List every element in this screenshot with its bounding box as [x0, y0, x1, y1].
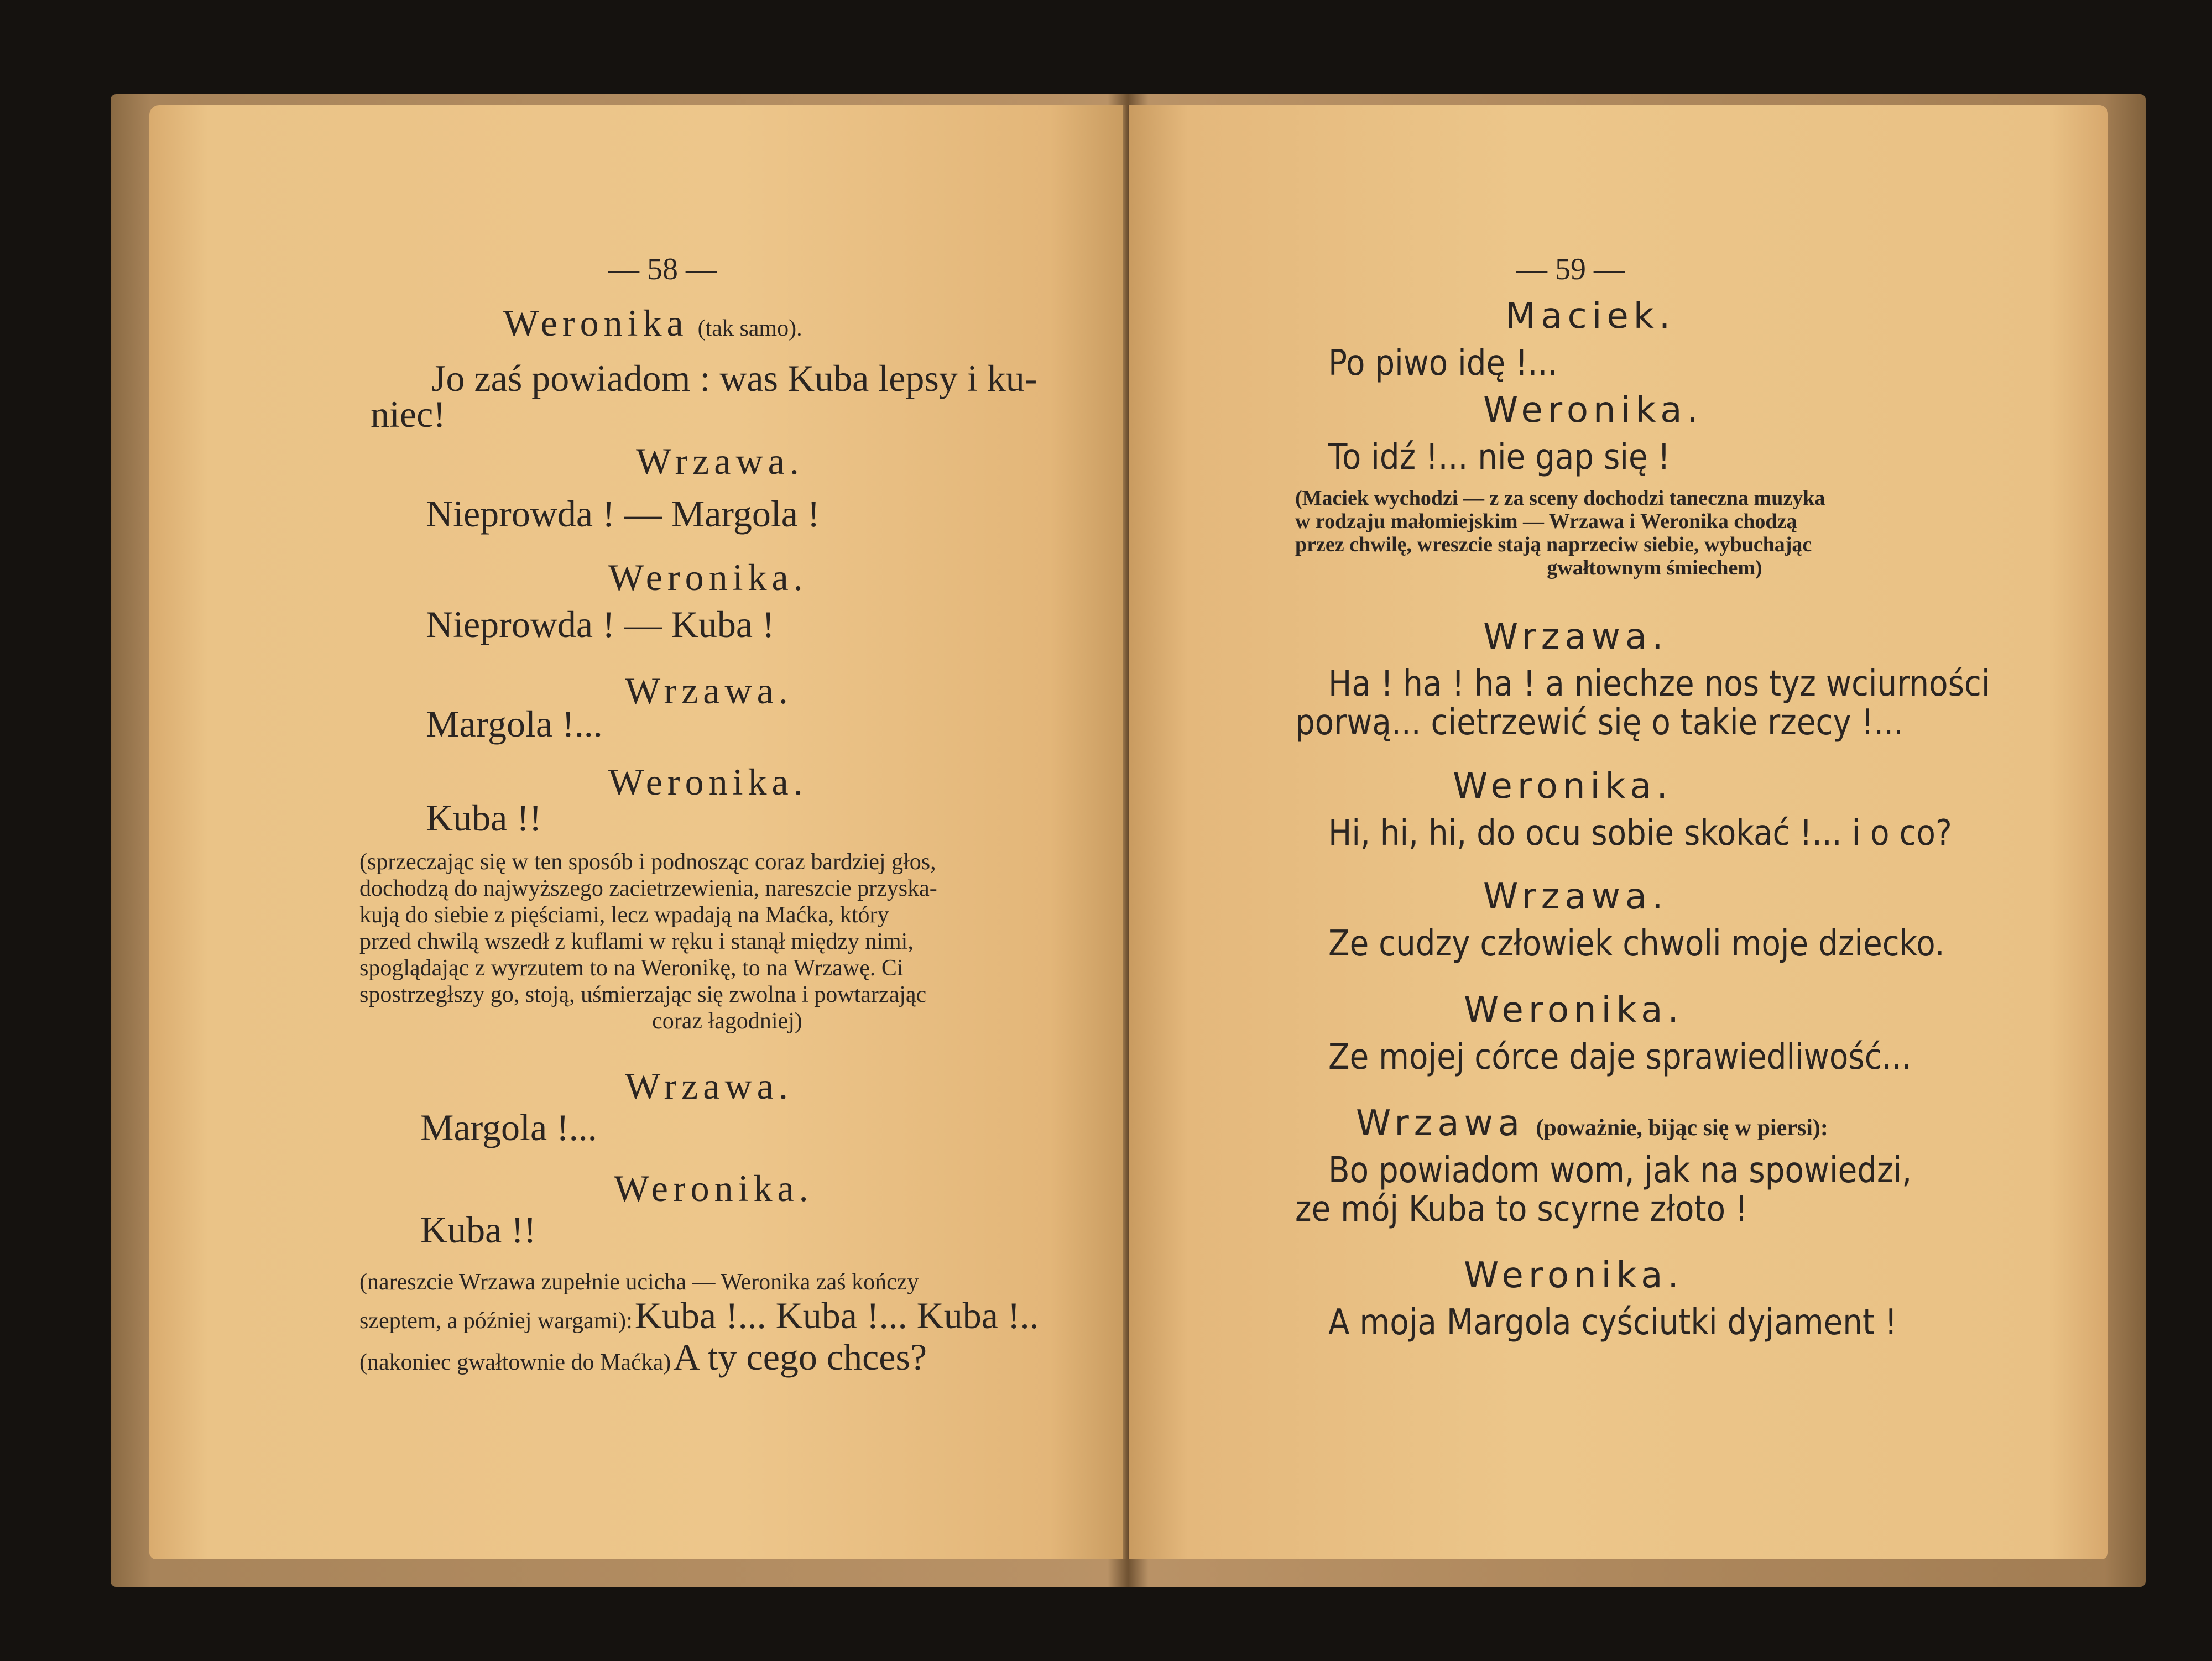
page-number: — 59 —	[1516, 252, 1625, 286]
speaker-name: Weronika.	[614, 1167, 813, 1209]
speaker-name: Wrzawa.	[636, 440, 804, 482]
stage-direction: (sprzeczając się w ten sposób i podnosząc coraz bardziej głos, dochodzą do najwyższego zacietrzewienia, nareszcie przyska- kują do siebie z pięściami, lecz wpadają na Maćka, który przed chwilą wszedł z kuflami w ręku i stanął między nimi, spoglądając z wyrzutem to na Weronikę, to na Wrzawę. Ci spostrzegłszy go, stoją, uśmierzając się zwolna i powtarzając coraz łagodniej)	[359, 849, 937, 1034]
dialogue-line: Margola !...	[426, 703, 603, 745]
speaker-name: Weronika.	[1483, 390, 1703, 431]
stage-direction-with-speech: (nakoniec gwałtownie do Maćka) A ty cego chces?	[359, 1336, 927, 1378]
open-book	[88, 94, 2146, 1587]
speaker-name: Weronika.	[608, 556, 808, 598]
dialogue-line: Kuba !!	[426, 797, 542, 839]
dialogue-line: porwą... cietrzewić się o takie rzecy !...	[1295, 702, 1903, 743]
dialogue-line: A moja Margola cyściutki dyjament !	[1328, 1302, 1897, 1343]
dialogue-line: Bo powiadom wom, jak na spowiedzi,	[1328, 1150, 1912, 1191]
dialogue-line: Margola !...	[420, 1106, 597, 1148]
right-page	[1129, 105, 2108, 1559]
left-page	[149, 105, 1128, 1559]
speaker-line: Weronika (tak samo).	[503, 302, 802, 344]
dialogue-line: Nieprowda ! — Kuba !	[426, 603, 775, 645]
speaker-name: Weronika.	[1464, 1255, 1684, 1296]
dialogue-line: Nieprowda ! — Margola !	[426, 493, 820, 535]
stage-direction-with-speech: szeptem, a później wargami): Kuba !... Kuba !... Kuba !..	[359, 1294, 1039, 1336]
dialogue-line: niec!	[371, 393, 446, 435]
dialogue-line: Po piwo idę !...	[1328, 343, 1558, 384]
speaker-name: Maciek.	[1505, 296, 1676, 337]
speaker-name: Wrzawa.	[625, 1065, 793, 1107]
page-number: — 58 —	[608, 252, 717, 286]
dialogue-line: Ha ! ha ! ha ! a niechze nos tyz wciurności	[1328, 664, 1990, 704]
dialogue-line: Hi, hi, hi, do ocu sobie skokać !... i o co?	[1328, 813, 1952, 854]
speaker-name: Weronika.	[1464, 990, 1684, 1031]
dialogue-line: Kuba !!	[420, 1209, 536, 1251]
stage-direction: (nareszcie Wrzawa zupełnie ucicha — Weronika zaś kończy	[359, 1270, 919, 1295]
speaker-line: Wrzawa (poważnie, bijąc się w piersi):	[1356, 1103, 1828, 1144]
speaker-name: Weronika.	[1453, 766, 1673, 807]
dialogue-line: Jo zaś powiadom : was Kuba lepsy i ku-	[431, 357, 1037, 399]
speaker-name: Weronika.	[608, 761, 808, 803]
dialogue-line: Ze mojej córce daje sprawiedliwość...	[1328, 1037, 1912, 1078]
stage-direction: (Maciek wychodzi — z za sceny dochodzi taneczna muzyka w rodzaju małomiejskim — Wrzawa i Weronika chodzą przez chwilę, wreszcie stają naprzeciw siebie, wybuchając gwałtownym śmiechem)	[1295, 487, 1825, 579]
dialogue-line: Ze cudzy człowiek chwoli moje dziecko.	[1328, 923, 1945, 964]
dialogue-line: To idź !... nie gap się !	[1328, 437, 1671, 478]
dialogue-line: ze mój Kuba to scyrne złoto !	[1295, 1189, 1748, 1230]
speaker-name: Wrzawa.	[1483, 876, 1668, 917]
speaker-name: Wrzawa.	[625, 670, 793, 712]
speaker-name: Wrzawa.	[1483, 617, 1668, 657]
